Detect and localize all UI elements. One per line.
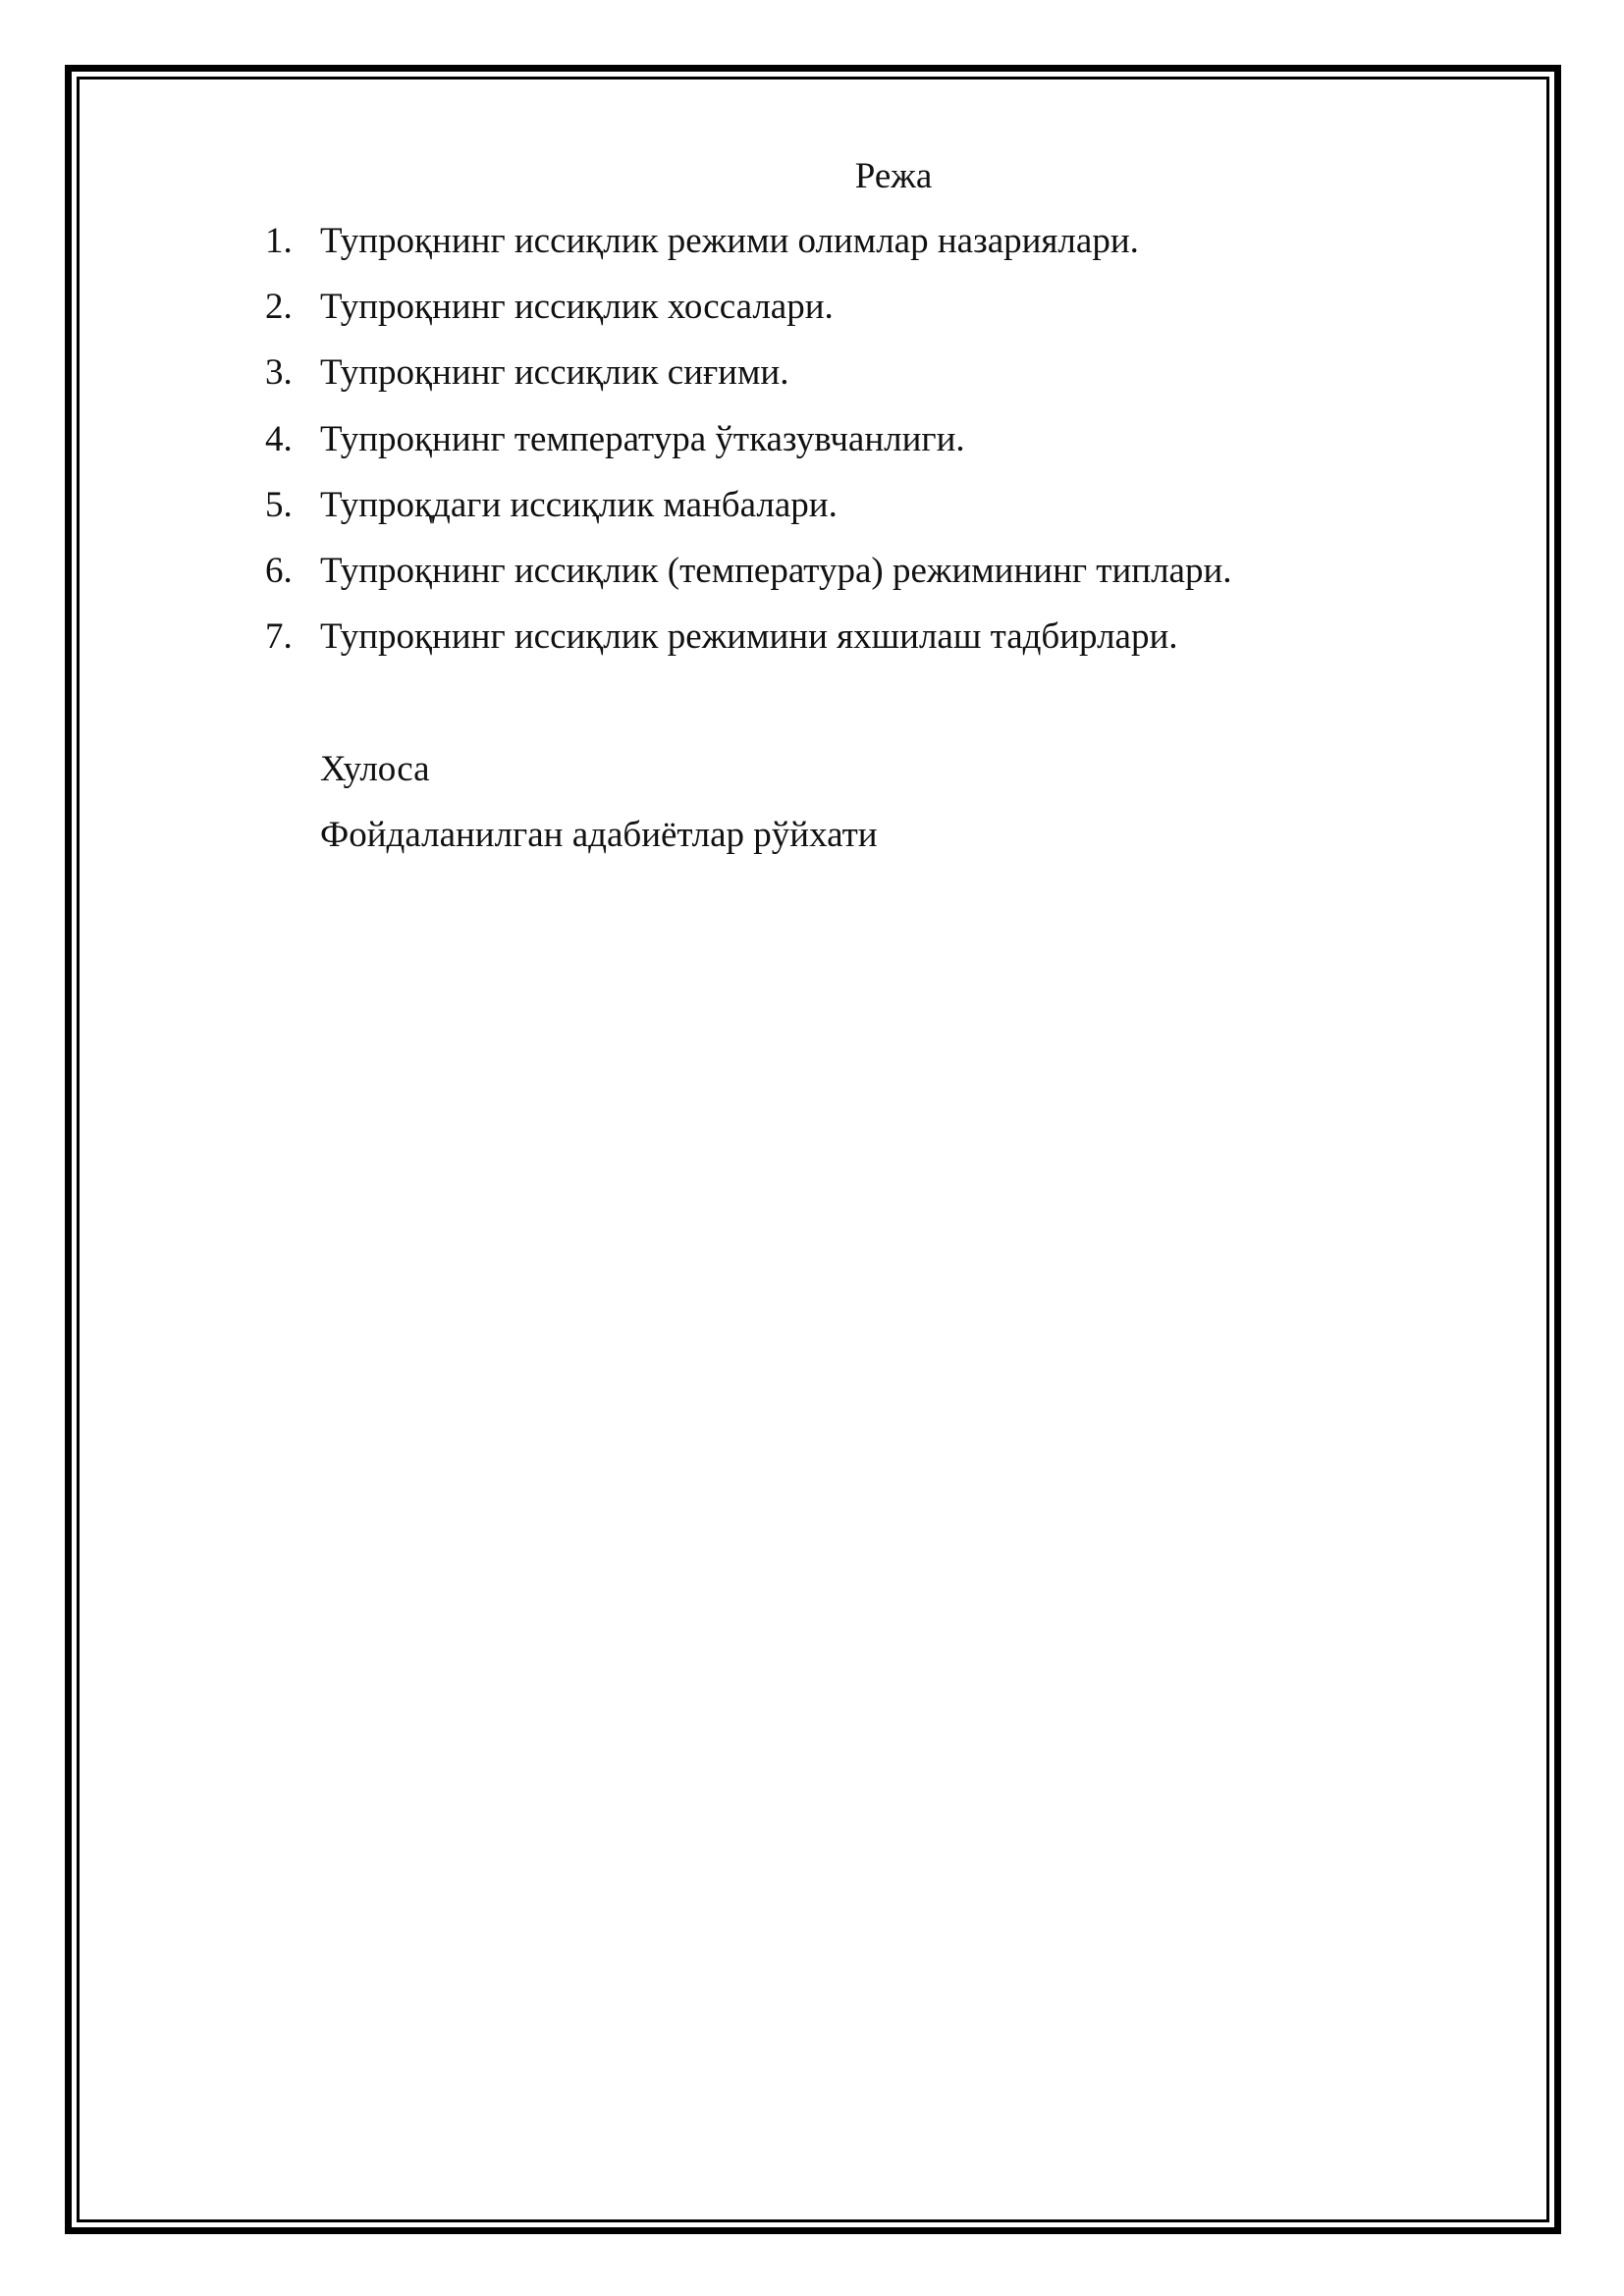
plan-item-number: 1.	[265, 221, 293, 261]
plan-item-text: Тупроқнинг иссиқлик режимини яхшилаш тадбирлари.	[320, 616, 1178, 658]
references-heading: Фойдаланилган адабиётлар рўйхати	[320, 815, 878, 855]
plan-item-text: Тупроқдаги иссиқлик манбалари.	[320, 484, 838, 525]
plan-item-number: 5.	[265, 484, 293, 525]
plan-item-number: 4.	[265, 418, 293, 459]
plan-item-number: 7.	[265, 616, 293, 658]
page-border-inner	[77, 77, 1549, 2222]
plan-item-number: 3.	[265, 352, 293, 394]
page-title: Режа	[854, 156, 933, 196]
plan-item-text: Тупроқнинг иссиқлик режими олимлар назариялари.	[320, 221, 1139, 261]
plan-item-text: Тупроқнинг иссиқлик сиғими.	[320, 352, 789, 394]
plan-item-text: Тупроқнинг иссиқлик (температура) режимининг типлари.	[320, 550, 1232, 591]
plan-item-number: 2.	[265, 287, 293, 328]
plan-item-text: Тупроқнинг температура ўтказувчанлиги.	[320, 418, 965, 459]
plan-item-text: Тупроқнинг иссиқлик хоссалари.	[320, 287, 834, 328]
plan-item-number: 6.	[265, 550, 293, 591]
conclusion-heading: Хулоса	[320, 749, 430, 789]
